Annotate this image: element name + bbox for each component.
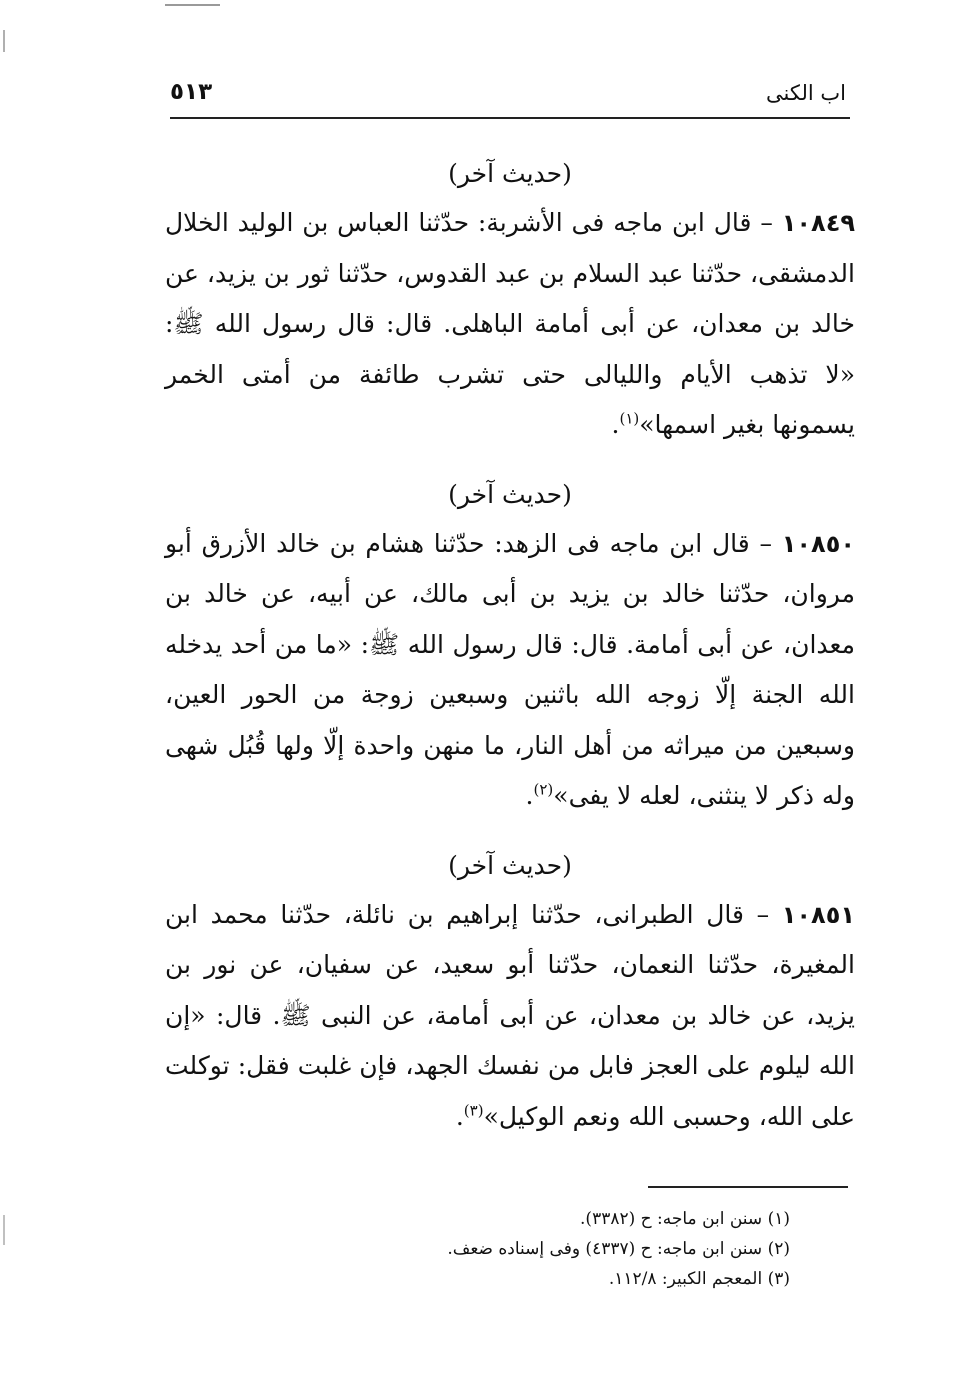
section-gap — [165, 451, 855, 471]
page-number: ٥١٣ — [170, 79, 213, 105]
footnote-divider — [648, 1186, 848, 1188]
main-text — [165, 150, 855, 1142]
sentence-end: . — [525, 781, 534, 810]
hadith-text: – قال ابن ماجه فى الزهد: حدّثنا هشام بن خالد الأزرق أبو مروان، حدّثنا خالد بن يزيد بن أبى مالك، عن أبيه، عن خالد بن معدان، عن أبى أمامة. قال: قال رسول الله ﷺ: «ما من أحد يدخله الله الجنة إلّا زوجه الله باثنين وسبعين زوجة من الحور العين، وسبعين من ميراثه من أهل النار، ما منهن واحدة إلّا ولها قُبُل شهى وله ذكر لا ينثنى، لعله لا يفى» — [165, 528, 855, 810]
hadith-section — [165, 471, 855, 822]
footnote: (٣) المعجم الكبير: ١١٢/٨. — [608, 1269, 790, 1289]
header-divider — [170, 117, 850, 119]
section-heading: (حديث آخر) — [448, 159, 572, 188]
hadith-paragraph — [165, 890, 855, 1143]
section-gap — [165, 822, 855, 842]
hadith-number: ١٠٨٤٩ — [781, 209, 855, 237]
hadith-section — [165, 150, 855, 451]
running-title: اب الكنى — [766, 81, 846, 105]
hadith-paragraph — [165, 519, 855, 822]
sentence-end: . — [455, 1101, 464, 1131]
hadith-text: – قال الطبرانى، حدّثنا إبراهيم بن نائلة، حدّثنا محمد ابن المغيرة، حدّثنا النعمان، حدّثنا أبو سعيد، عن سفيان، عن نور بن يزيد، عن خالد بن معدان، عن أبى أمامة، عن النبى ﷺ. قال: «إن الله ليلوم على العجز فابل من نفسك الجهد، فإن غلبت فقل: توكلت على الله، وحسبى الله ونعم الوكيل» — [165, 899, 855, 1131]
hadith-number: ١٠٨٥٠ — [781, 529, 855, 558]
footnote: (٢) سنن ابن ماجه: ح (٤٣٣٧) وفى إسناده ضعف. — [447, 1239, 790, 1259]
hadith-section — [165, 842, 855, 1143]
footnote-ref: (٣) — [463, 1101, 484, 1120]
footnote-ref: (١) — [619, 409, 640, 428]
section-heading: (حديث آخر) — [448, 850, 572, 880]
scan-artifact — [3, 1215, 5, 1245]
scan-artifact — [165, 4, 220, 6]
hadith-number: ١٠٨٥١ — [781, 900, 855, 929]
footnote: (١) سنن ابن ماجه: ح (٣٣٨٢). — [580, 1209, 790, 1229]
sentence-end: . — [611, 410, 620, 439]
page-header — [170, 75, 850, 115]
scan-artifact — [3, 30, 5, 52]
footnote-ref: (٢) — [533, 780, 554, 799]
footnotes — [165, 1204, 790, 1294]
section-heading: (حديث آخر) — [448, 479, 572, 509]
hadith-paragraph — [165, 198, 855, 451]
hadith-text: – قال ابن ماجه فى الأشربة: حدّثنا العباس بن الوليد الخلال الدمشقى، حدّثنا عبد السلام بن عبد القدوس، حدّثنا ثور بن يزيد، عن خالد بن معدان، عن أبى أمامة الباهلى. قال: قال رسول الله ﷺ: «لا تذهب الأيام والليالى حتى تشرب طائفة من أمتى الخمر يسمونها بغير اسمها» — [165, 208, 855, 439]
